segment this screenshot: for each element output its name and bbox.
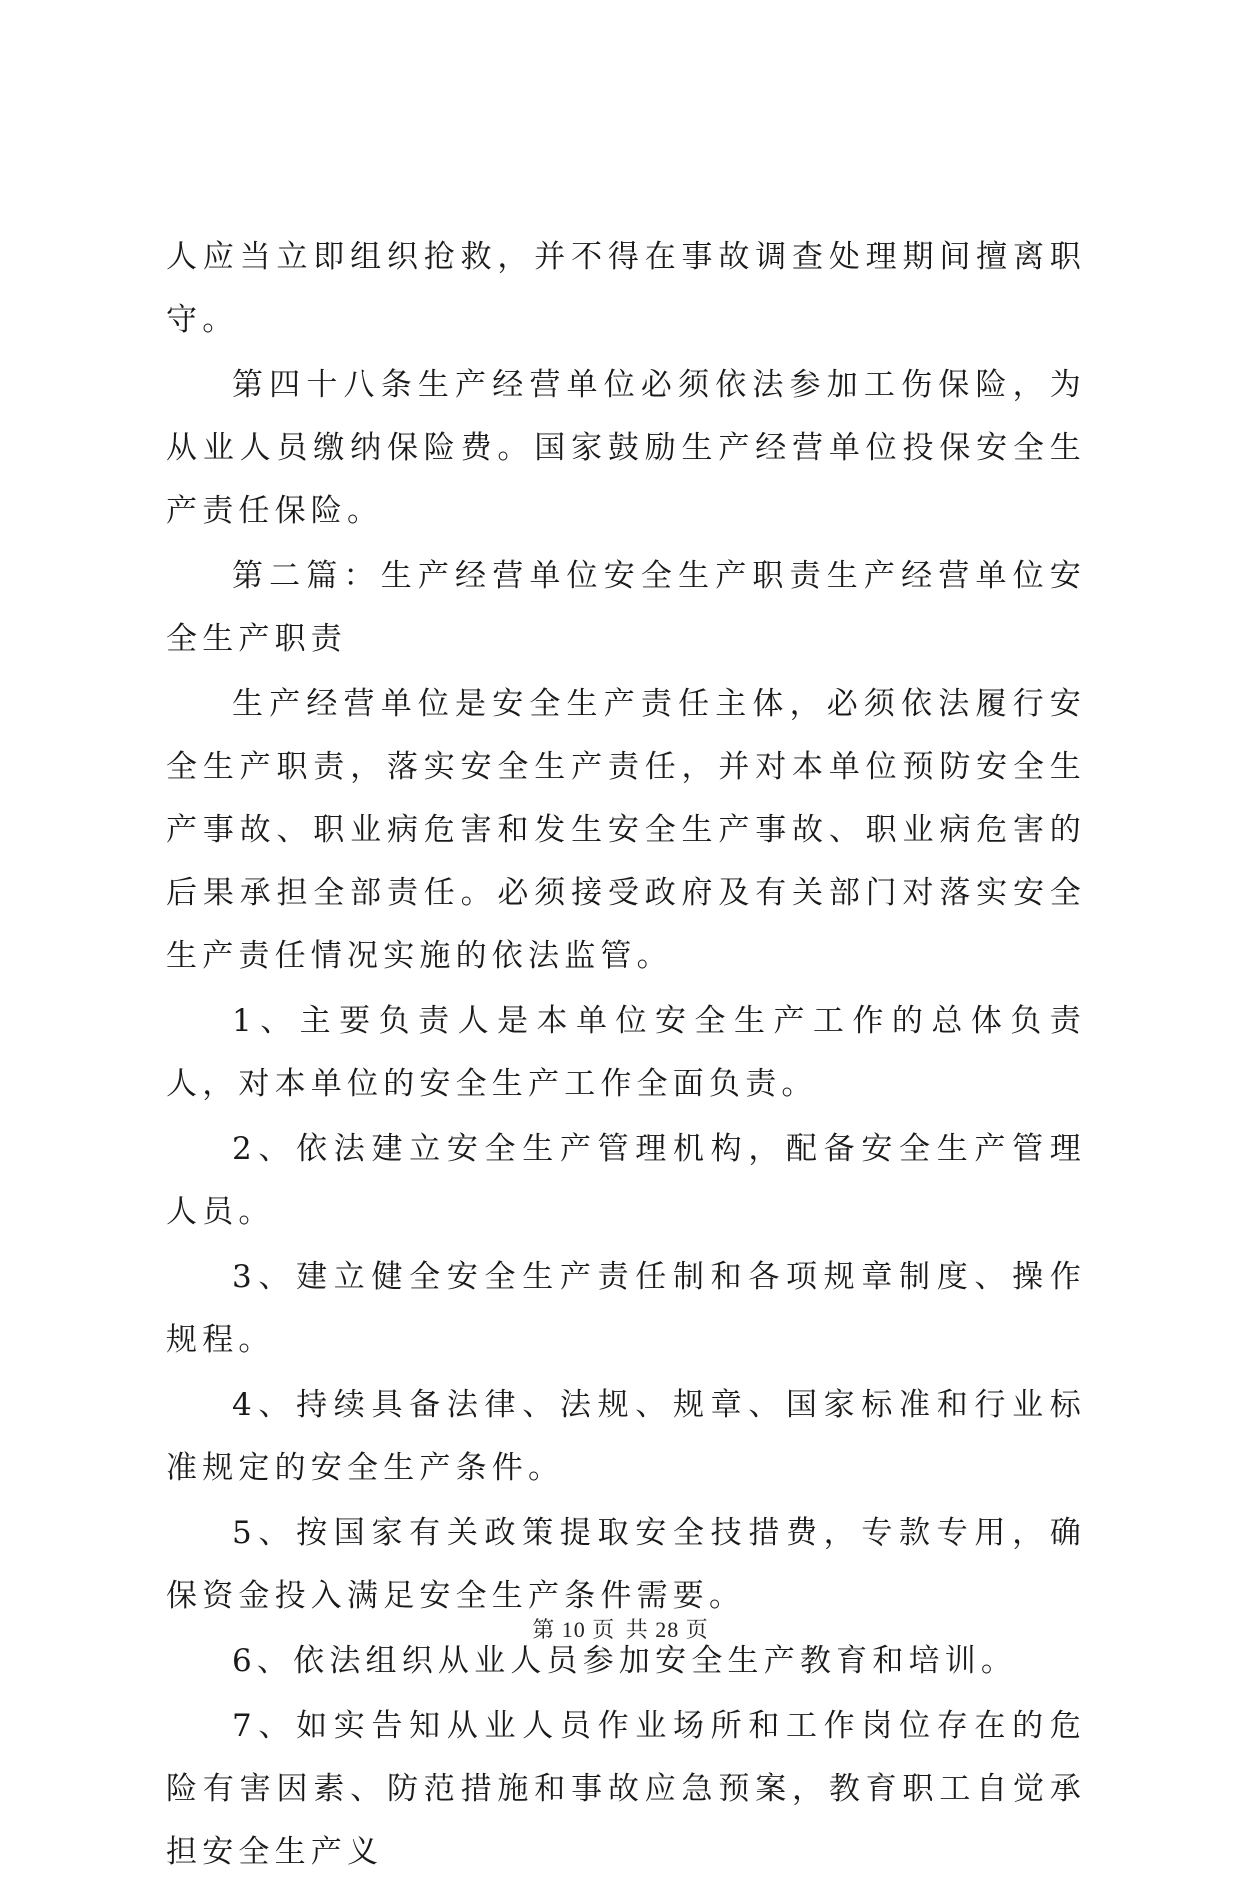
paragraph-continuation: 人应当立即组织抢救，并不得在事故调查处理期间擅离职守。	[166, 239, 1086, 338]
paragraph-intro: 生产经营单位是安全生产责任主体，必须依法履行安全生产职责，落实安全生产责任，并对本单位预防安全生产事故、职业病危害和发生安全生产事故、职业病危害的后果承担全部责任。必须接受政府及有关部门对落实安全生产责任情况实施的依法监管。	[166, 686, 1086, 974]
list-item-7: 7、如实告知从业人员作业场所和工作岗位存在的危险有害因素、防范措施和事故应急预案，教育职工自觉承担安全生产义	[166, 1708, 1086, 1870]
list-item-3: 3、建立健全安全生产责任制和各项规章制度、操作规程。	[166, 1259, 1086, 1358]
paragraph-article-48: 第四十八条生产经营单位必须依法参加工伤保险，为从业人员缴纳保险费。国家鼓励生产经营单位投保安全生产责任保险。	[166, 367, 1086, 529]
list-item-1: 1、主要负责人是本单位安全生产工作的总体负责人，对本单位的安全生产工作全面负责。	[166, 1003, 1086, 1102]
section-heading: 第二篇：生产经营单位安全生产职责生产经营单位安全生产职责	[166, 558, 1086, 657]
list-item-4: 4、持续具备法律、法规、规章、国家标准和行业标准规定的安全生产条件。	[166, 1387, 1086, 1486]
page-total: 共 28 页	[625, 1617, 709, 1642]
page-number: 第 10 页	[532, 1617, 616, 1642]
list-item-6: 6、依法组织从业人员参加安全生产教育和培训。	[232, 1643, 1018, 1679]
page-footer	[0, 1613, 1241, 1644]
list-item-5: 5、按国家有关政策提取安全技措费，专款专用，确保资金投入满足安全生产条件需要。	[166, 1515, 1086, 1614]
list-item-2: 2、依法建立安全生产管理机构，配备安全生产管理人员。	[166, 1131, 1086, 1230]
